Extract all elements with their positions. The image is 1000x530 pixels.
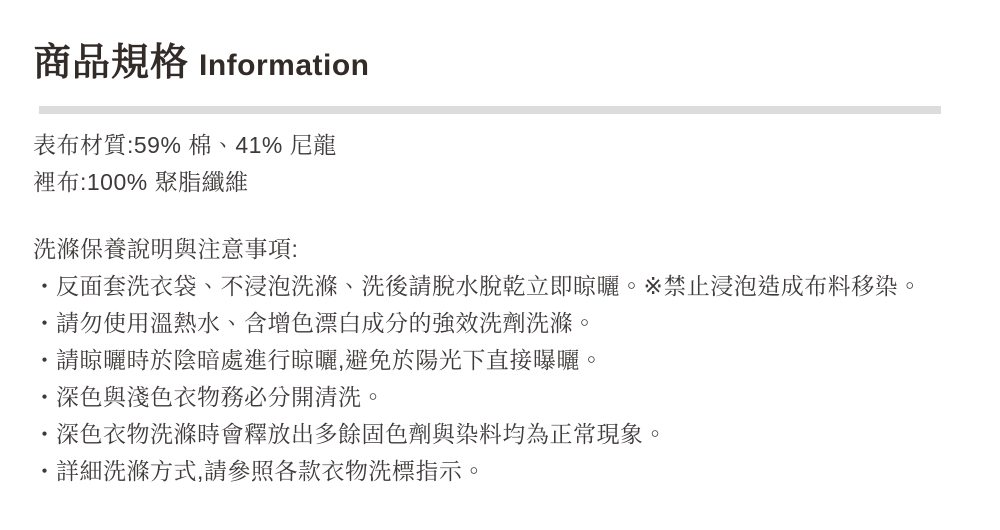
care-item — [33, 416, 970, 453]
care-instructions-block — [33, 231, 970, 490]
bullet-dot: ・ — [33, 384, 57, 410]
section-divider — [39, 106, 941, 114]
care-item — [33, 268, 970, 305]
page-title — [33, 40, 970, 89]
care-item — [33, 342, 970, 379]
care-item-text: 請晾曬時於陰暗處進行晾曬,避免於陽光下直接曝曬。 — [56, 347, 604, 373]
care-item-text: 反面套洗衣袋、不浸泡洗滌、洗後請脫水脫乾立即晾曬。※禁止浸泡造成布料移染。 — [56, 273, 922, 299]
care-item-text: 請勿使用溫熱水、含增色漂白成分的強效洗劑洗滌。 — [56, 310, 597, 336]
material-line-lining: 裡布:100% 聚脂纖維 — [33, 169, 249, 195]
material-line-outer-fabric: 表布材質:59% 棉、41% 尼龍 — [33, 132, 337, 158]
bullet-dot: ・ — [33, 273, 57, 299]
care-item-text: 深色衣物洗滌時會釋放出多餘固色劑與染料均為正常現象。 — [56, 421, 667, 447]
page-title-en: Information — [199, 49, 370, 82]
care-item — [33, 305, 970, 342]
care-item-text: 深色與淺色衣物務必分開清洗。 — [56, 384, 385, 410]
care-item-text: 詳細洗滌方式,請參照各款衣物洗標指示。 — [56, 458, 486, 484]
bullet-dot: ・ — [33, 421, 57, 447]
care-heading: 洗滌保養說明與注意事項: — [33, 236, 299, 262]
page-title-zh: 商品規格 — [33, 42, 190, 84]
materials-block — [33, 127, 970, 201]
care-item — [33, 453, 970, 490]
bullet-dot: ・ — [33, 310, 57, 336]
bullet-dot: ・ — [33, 458, 57, 484]
bullet-dot: ・ — [33, 347, 57, 373]
care-item — [33, 379, 970, 416]
